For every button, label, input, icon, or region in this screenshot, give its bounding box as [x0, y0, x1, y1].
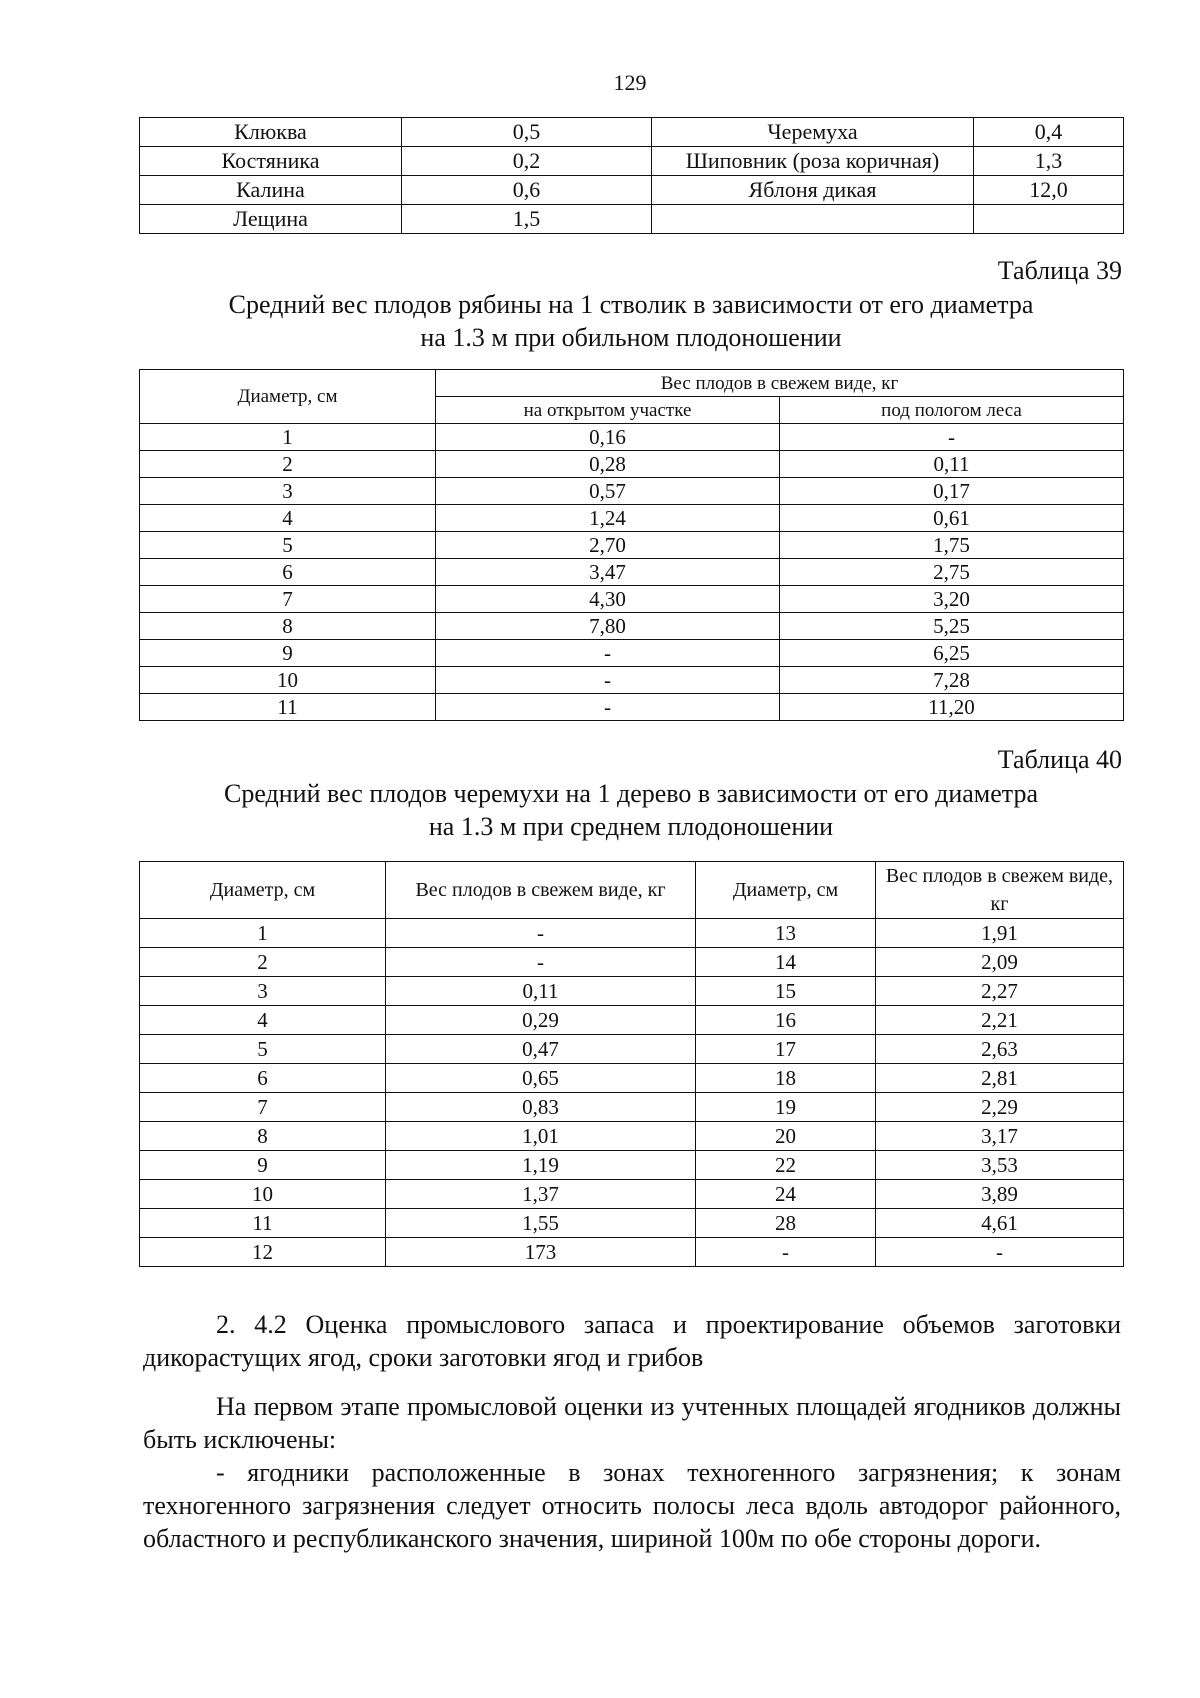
table-cell: 19 — [696, 1093, 876, 1122]
table39-row — [140, 532, 1124, 559]
table-cell: Черемуха — [652, 118, 974, 147]
table-cell: 6 — [140, 559, 436, 586]
table39-row — [140, 478, 1124, 505]
table-cell: Клюква — [140, 118, 402, 147]
table-cell: 0,65 — [386, 1064, 696, 1093]
table-cell: 2,75 — [780, 559, 1124, 586]
table40 — [139, 861, 1124, 1267]
page-number: 129 — [613, 70, 647, 95]
table-cell: 0,11 — [780, 451, 1124, 478]
table-cell: 9 — [140, 1151, 386, 1180]
table39 — [139, 369, 1124, 721]
table39-title-line2: на 1.3 м при обильном плодоношении — [420, 323, 842, 352]
table-cell: 20 — [696, 1122, 876, 1151]
table-cell: 1,24 — [436, 505, 780, 532]
table-top-row — [140, 205, 1124, 234]
table-cell: 1,37 — [386, 1180, 696, 1209]
table-cell: 0,16 — [436, 424, 780, 451]
table-cell: 7,28 — [780, 667, 1124, 694]
table-cell: 0,2 — [402, 147, 652, 176]
table-cell: 8 — [140, 1122, 386, 1151]
table39-row — [140, 586, 1124, 613]
table-cell: - — [436, 640, 780, 667]
table40-row — [140, 1238, 1124, 1267]
table39-row — [140, 451, 1124, 478]
table-cell: 16 — [696, 1006, 876, 1035]
table39-title-line1: Средний вес плодов рябины на 1 стволик в зависимости от его диаметра — [228, 290, 1034, 319]
table39-row — [140, 667, 1124, 694]
table-cell: 0,83 — [386, 1093, 696, 1122]
table-top-row — [140, 147, 1124, 176]
table40-row — [140, 948, 1124, 977]
table-cell: 0,47 — [386, 1035, 696, 1064]
table-cell: 13 — [696, 919, 876, 948]
section-heading: 2. 4.2 Оценка промыслового запаса и проектирование объемов заготовки дикорастущих ягод, сроки заготовки ягод и грибов — [143, 1310, 1121, 1372]
table-cell: 0,5 — [402, 118, 652, 147]
table40-row — [140, 1122, 1124, 1151]
table40-header-diameter-1: Диаметр, см — [140, 862, 386, 919]
table-cell: 18 — [696, 1064, 876, 1093]
table39-header-diameter: Диаметр, см — [140, 370, 436, 424]
table-cell: 1,01 — [386, 1122, 696, 1151]
table-top — [139, 117, 1124, 234]
table40-row — [140, 1035, 1124, 1064]
table39-row — [140, 559, 1124, 586]
table40-row — [140, 1180, 1124, 1209]
table-cell: 2,70 — [436, 532, 780, 559]
table-cell: 1,5 — [402, 205, 652, 234]
table-cell: Калина — [140, 176, 402, 205]
table-cell: 7,80 — [436, 613, 780, 640]
table-cell: 4,61 — [876, 1209, 1124, 1238]
table-cell: 2,81 — [876, 1064, 1124, 1093]
table-cell: 3,17 — [876, 1122, 1124, 1151]
table-cell: 28 — [696, 1209, 876, 1238]
table39-header-canopy: под пологом леса — [780, 397, 1124, 424]
table-cell: 24 — [696, 1180, 876, 1209]
table40-header-diameter-2: Диаметр, см — [696, 862, 876, 919]
table-cell: 5 — [140, 532, 436, 559]
table-cell: - — [780, 424, 1124, 451]
table-cell: 0,57 — [436, 478, 780, 505]
table39-row — [140, 613, 1124, 640]
table39-header-open: на открытом участке — [436, 397, 780, 424]
table-cell: - — [696, 1238, 876, 1267]
table40-header-weight-2: Вес плодов в свежем виде, кг — [876, 862, 1124, 919]
table-cell: 3,20 — [780, 586, 1124, 613]
table39-row — [140, 424, 1124, 451]
table-cell: 12 — [140, 1238, 386, 1267]
table-cell: 11 — [140, 694, 436, 721]
table-cell: - — [876, 1238, 1124, 1267]
table40-row — [140, 1064, 1124, 1093]
table-cell: Костяника — [140, 147, 402, 176]
table-cell: 4 — [140, 1006, 386, 1035]
table-cell: 11,20 — [780, 694, 1124, 721]
table-cell: 0,29 — [386, 1006, 696, 1035]
table-cell: - — [386, 948, 696, 977]
table-cell: 11 — [140, 1209, 386, 1238]
table-cell: 2,21 — [876, 1006, 1124, 1035]
table-cell: 2,29 — [876, 1093, 1124, 1122]
table-cell: 10 — [140, 1180, 386, 1209]
table-cell: 1 — [140, 424, 436, 451]
table-top-row — [140, 176, 1124, 205]
table-cell: 0,4 — [974, 118, 1124, 147]
table-cell — [974, 205, 1124, 234]
table40-row — [140, 977, 1124, 1006]
table-cell: 1,91 — [876, 919, 1124, 948]
table-cell: 12,0 — [974, 176, 1124, 205]
table-cell: 5 — [140, 1035, 386, 1064]
table-cell: 0,17 — [780, 478, 1124, 505]
table-cell: - — [436, 667, 780, 694]
table40-row — [140, 1006, 1124, 1035]
table40-row — [140, 919, 1124, 948]
table-cell: 1,75 — [780, 532, 1124, 559]
table-cell: 17 — [696, 1035, 876, 1064]
table40-label: Таблица 40 — [997, 745, 1122, 774]
table-cell: 4 — [140, 505, 436, 532]
table-cell: 3,47 — [436, 559, 780, 586]
table-cell: 0,61 — [780, 505, 1124, 532]
table-cell: 1 — [140, 919, 386, 948]
table39-row — [140, 694, 1124, 721]
table-cell: 3 — [140, 478, 436, 505]
table40-row — [140, 1151, 1124, 1180]
table39-row — [140, 640, 1124, 667]
table-cell: 1,55 — [386, 1209, 696, 1238]
table-cell: 15 — [696, 977, 876, 1006]
table-cell: 5,25 — [780, 613, 1124, 640]
table-cell: 3 — [140, 977, 386, 1006]
table-cell — [652, 205, 974, 234]
table-cell: - — [436, 694, 780, 721]
table-cell: 173 — [386, 1238, 696, 1267]
table-cell: 3,89 — [876, 1180, 1124, 1209]
table-cell: 2,63 — [876, 1035, 1124, 1064]
table-cell: 7 — [140, 1093, 386, 1122]
table-cell: 9 — [140, 640, 436, 667]
table-cell: 7 — [140, 586, 436, 613]
table-cell: 2 — [140, 948, 386, 977]
table-cell: 0,6 — [402, 176, 652, 205]
section-paragraph-1: На первом этапе промысловой оценки из учтенных площадей ягодников должны быть исключены: — [143, 1392, 1121, 1454]
table-cell: 1,19 — [386, 1151, 696, 1180]
table-cell: 4,30 — [436, 586, 780, 613]
table-cell: - — [386, 919, 696, 948]
table-cell: 14 — [696, 948, 876, 977]
table-cell: 10 — [140, 667, 436, 694]
table39-header-weight: Вес плодов в свежем виде, кг — [436, 370, 1124, 397]
table40-title-line1: Средний вес плодов черемухи на 1 дерево в зависимости от его диаметра — [223, 779, 1038, 808]
table-cell: 2,27 — [876, 977, 1124, 1006]
table40-row — [140, 1093, 1124, 1122]
section-paragraph-2: - ягодники расположенные в зонах техногенного загрязнения; к зонам техногенного загрязнения следует относить полосы леса вдоль автодорог районного, областного и республиканского значения, шириной 100м по обе стороны дороги. — [143, 1458, 1121, 1553]
table-cell: 2,09 — [876, 948, 1124, 977]
table-cell: 3,53 — [876, 1151, 1124, 1180]
table39-label: Таблица 39 — [997, 256, 1122, 285]
table-cell: Шиповник (роза коричная) — [652, 147, 974, 176]
table-cell: 1,3 — [974, 147, 1124, 176]
table-top-row — [140, 118, 1124, 147]
table-cell: 6 — [140, 1064, 386, 1093]
table40-header-weight-1: Вес плодов в свежем виде, кг — [386, 862, 696, 919]
table-cell: 22 — [696, 1151, 876, 1180]
table-cell: 0,28 — [436, 451, 780, 478]
table-cell: 0,11 — [386, 977, 696, 1006]
table-cell: 8 — [140, 613, 436, 640]
table39-row — [140, 505, 1124, 532]
table-cell: 2 — [140, 451, 436, 478]
table40-title-line2: на 1.3 м при среднем плодоношении — [428, 812, 834, 841]
table-cell: 6,25 — [780, 640, 1124, 667]
table40-row — [140, 1209, 1124, 1238]
table-cell: Лещина — [140, 205, 402, 234]
table-cell: Яблоня дикая — [652, 176, 974, 205]
